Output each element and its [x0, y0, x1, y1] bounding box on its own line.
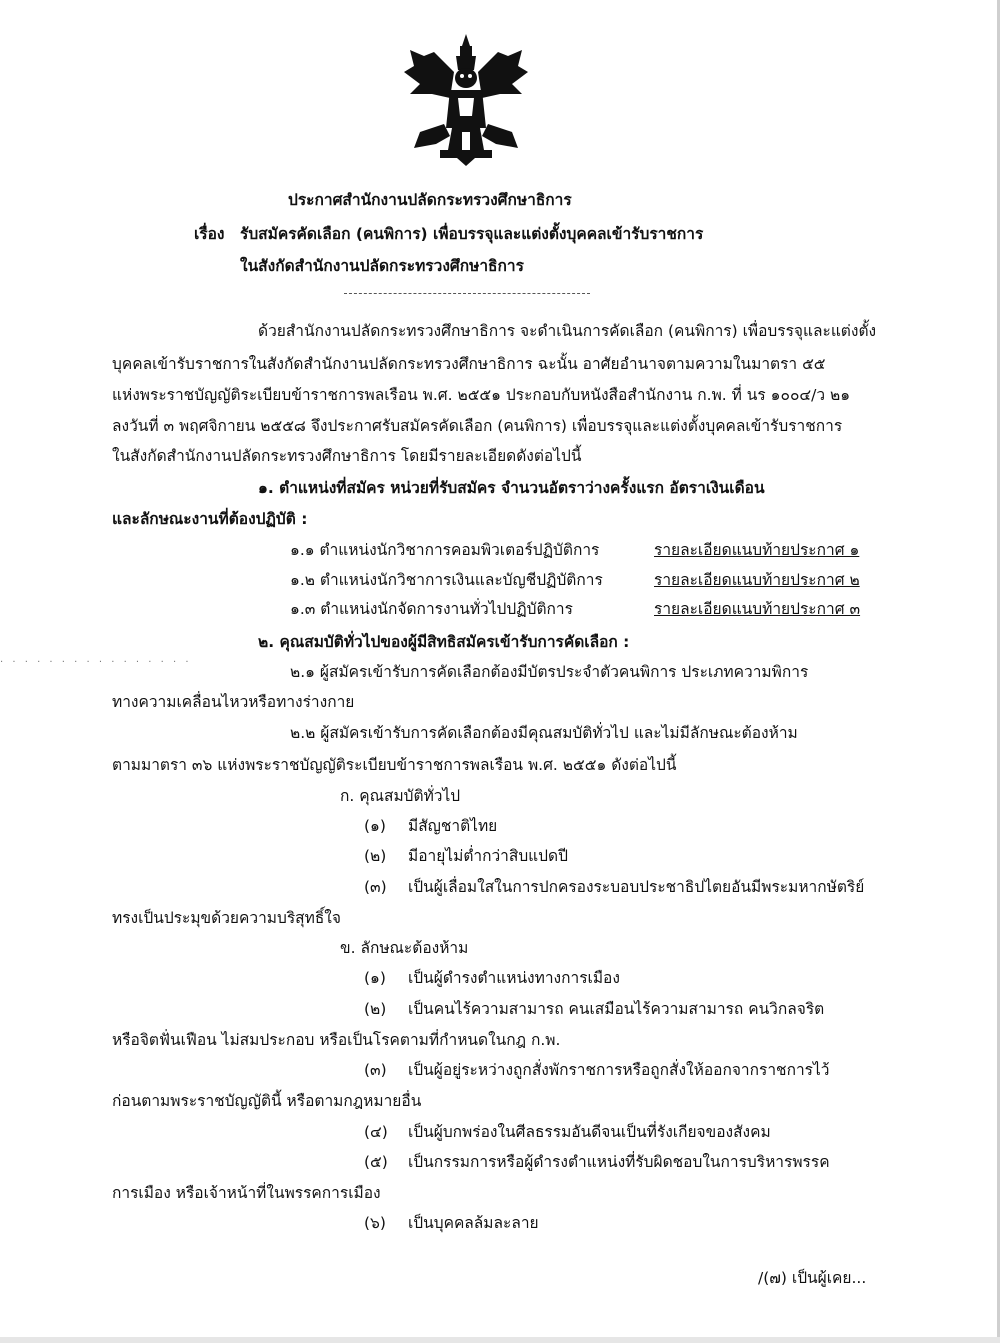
clause-2-1: ๒.๑ ผู้สมัครเข้ารับการคัดเลือกต้องมีบัตรประจำตัวคนพิการ ประเภทความพิการ	[290, 663, 809, 681]
intro-line-4: ลงวันที่ ๓ พฤศจิกายน ๒๕๕๘ จึงประกาศรับสมัครคัดเลือก (คนพิการ) เพื่อบรรจุและแต่งตั้งบุคคลเข้ารับราชการ	[112, 417, 843, 435]
garuda-emblem-icon	[400, 32, 532, 170]
prohibition-num-4: (๔)	[364, 1123, 388, 1141]
announcement-title: ประกาศสำนักงานปลัดกระทรวงศึกษาธิการ	[288, 191, 572, 209]
intro-line-1: ด้วยสำนักงานปลัดกระทรวงศึกษาธิการ จะดำเนินการคัดเลือก (คนพิการ) เพื่อบรรจุและแต่งตั้ง	[258, 322, 877, 340]
section-2-heading: ๒. คุณสมบัติทั่วไปของผู้มีสิทธิสมัครเข้ารับการคัดเลือก :	[258, 633, 630, 651]
page-continuation: /(๗) เป็นผู้เคย...	[758, 1269, 867, 1287]
intro-line-2: บุคคลเข้ารับราชการในสังกัดสำนักงานปลัดกระทรวงศึกษาธิการ ฉะนั้น อาศัยอำนาจตามความในมาตรา ๕๕	[112, 355, 826, 373]
qualification-heading: ก. คุณสมบัติทั่วไป	[340, 787, 461, 805]
prohibition-num-2: (๒)	[364, 1000, 387, 1018]
section-1-heading: ๑. ตำแหน่งที่สมัคร หน่วยที่รับสมัคร จำนวนอัตราว่างครั้งแรก อัตราเงินเดือน	[258, 479, 765, 497]
prohibition-text-3-cont: ก่อนตามพระราชบัญญัตินี้ หรือตามกฎหมายอื่น	[112, 1092, 422, 1110]
qualification-num-2: (๒)	[364, 847, 387, 865]
position-item-1: ๑.๑ ตำแหน่งนักวิชาการคอมพิวเตอร์ปฏิบัติการ	[290, 541, 600, 559]
header-divider	[344, 293, 590, 294]
intro-line-5: ในสังกัดสำนักงานปลัดกระทรวงศึกษาธิการ โดยมีรายละเอียดดังต่อไปนี้	[112, 447, 582, 465]
subject-label: เรื่อง	[194, 225, 225, 243]
section-1-heading-cont: และลักษณะงานที่ต้องปฏิบัติ :	[112, 510, 308, 528]
prohibition-num-1: (๑)	[364, 969, 386, 987]
prohibition-text-1: เป็นผู้ดำรงตำแหน่งทางการเมือง	[408, 969, 620, 987]
qualification-text-3: เป็นผู้เลื่อมใสในการปกครองระบอบประชาธิปไตยอันมีพระมหากษัตริย์	[408, 878, 865, 896]
clause-2-1-cont: ทางความเคลื่อนไหวหรือทางร่างกาย	[112, 693, 355, 711]
prohibition-text-5: เป็นกรรมการหรือผู้ดำรงตำแหน่งที่รับผิดชอบในการบริหารพรรค	[408, 1153, 830, 1171]
subject-line-1: รับสมัครคัดเลือก (คนพิการ) เพื่อบรรจุและแต่งตั้งบุคคลเข้ารับราชการ	[240, 225, 704, 243]
prohibition-text-2: เป็นคนไร้ความสามารถ คนเสมือนไร้ความสามารถ คนวิกลจริต	[408, 1000, 825, 1018]
prohibition-text-3: เป็นผู้อยู่ระหว่างถูกสั่งพักราชการหรือถูกสั่งให้ออกจากราชการไว้	[408, 1061, 830, 1079]
position-link-1[interactable]: รายละเอียดแนบท้ายประกาศ ๑	[654, 541, 860, 559]
clause-2-2: ๒.๒ ผู้สมัครเข้ารับการคัดเลือกต้องมีคุณสมบัติทั่วไป และไม่มีลักษณะต้องห้าม	[290, 724, 798, 742]
qualification-text-1: มีสัญชาติไทย	[408, 817, 498, 835]
qualification-text-3-cont: ทรงเป็นประมุขด้วยความบริสุทธิ์ใจ	[112, 909, 341, 927]
prohibition-num-3: (๓)	[364, 1061, 387, 1079]
prohibition-num-5: (๕)	[364, 1153, 388, 1171]
scan-edge-bottom	[0, 1337, 1000, 1343]
qualification-num-1: (๑)	[364, 817, 386, 835]
prohibition-text-2-cont: หรือจิตฟั่นเฟือน ไม่สมประกอบ หรือเป็นโรคตามที่กำหนดในกฎ ก.พ.	[112, 1031, 561, 1049]
prohibition-text-4: เป็นผู้บกพร่องในศีลธรรมอันดีจนเป็นที่รังเกียจของสังคม	[408, 1123, 771, 1141]
position-item-3: ๑.๓ ตำแหน่งนักจัดการงานทั่วไปปฏิบัติการ	[290, 600, 573, 618]
scan-specks: . . . . . . . . . . . . . . . .	[0, 654, 192, 665]
prohibition-heading: ข. ลักษณะต้องห้าม	[340, 939, 469, 957]
position-item-2: ๑.๒ ตำแหน่งนักวิชาการเงินและบัญชีปฏิบัติการ	[290, 571, 603, 589]
position-link-2[interactable]: รายละเอียดแนบท้ายประกาศ ๒	[654, 571, 860, 589]
intro-line-3: แห่งพระราชบัญญัติระเบียบข้าราชการพลเรือน พ.ศ. ๒๕๕๑ ประกอบกับหนังสือสำนักงาน ก.พ. ที่ นร ๑๐๐๔/ว ๒๑	[112, 386, 851, 404]
qualification-num-3: (๓)	[364, 878, 387, 896]
clause-2-2-cont: ตามมาตรา ๓๖ แห่งพระราชบัญญัติระเบียบข้าราชการพลเรือน พ.ศ. ๒๕๕๑ ดังต่อไปนี้	[112, 756, 677, 774]
prohibition-text-5-cont: การเมือง หรือเจ้าหน้าที่ในพรรคการเมือง	[112, 1184, 381, 1202]
prohibition-text-6: เป็นบุคคลล้มละลาย	[408, 1214, 539, 1232]
prohibition-num-6: (๖)	[364, 1214, 386, 1232]
subject-line-2: ในสังกัดสำนักงานปลัดกระทรวงศึกษาธิการ	[240, 257, 524, 275]
position-link-3[interactable]: รายละเอียดแนบท้ายประกาศ ๓	[654, 600, 861, 618]
qualification-text-2: มีอายุไม่ต่ำกว่าสิบแปดปี	[408, 847, 568, 865]
